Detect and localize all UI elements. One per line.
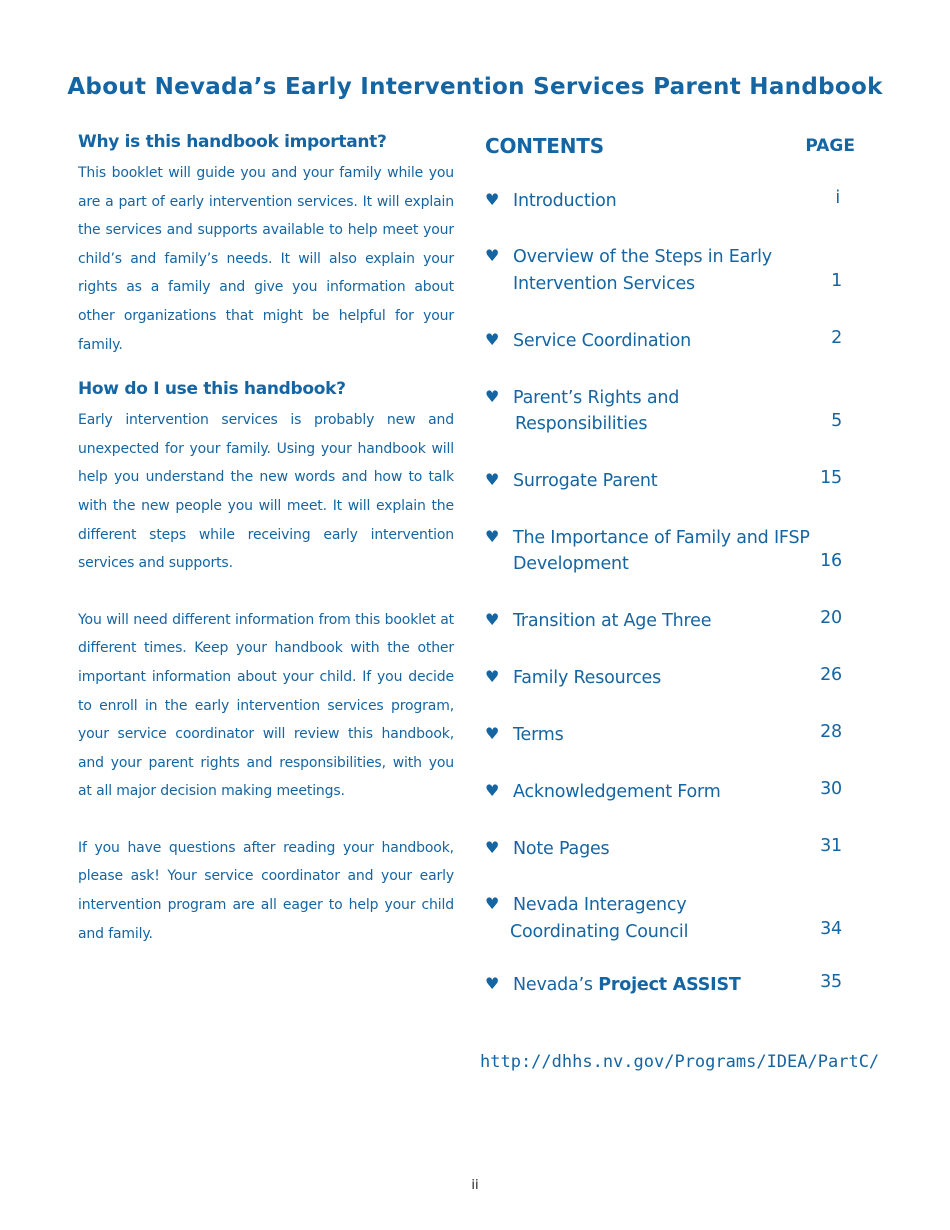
toc-page-number: 34 <box>820 919 842 939</box>
toc-label: Surrogate Parent <box>513 471 658 491</box>
heart-icon: ♥ <box>485 527 500 546</box>
toc-page-number: 35 <box>820 972 842 992</box>
toc-label: Family Resources <box>513 668 662 688</box>
toc-label: Terms <box>513 725 564 745</box>
toc-item-note-pages[interactable] <box>485 836 842 864</box>
intro-column <box>78 132 454 948</box>
heart-icon: ♥ <box>485 470 500 489</box>
heart-icon: ♥ <box>485 387 500 406</box>
toc-item-introduction[interactable] <box>485 188 842 216</box>
toc-item-acknowledgement[interactable] <box>485 779 842 807</box>
toc-label-cont: Intervention Services <box>513 274 695 294</box>
heart-icon: ♥ <box>485 246 500 265</box>
toc-item-overview[interactable] <box>485 244 842 300</box>
toc-page-number: 2 <box>831 328 842 348</box>
toc-page-number: 16 <box>820 551 842 571</box>
section-heading-usage: How do I use this handbook? <box>78 379 346 400</box>
toc-page-number: 30 <box>820 779 842 799</box>
toc-item-interagency-council[interactable] <box>485 892 842 948</box>
toc-item-project-assist[interactable] <box>485 972 842 1000</box>
toc-label: Acknowledgement Form <box>513 782 721 802</box>
toc-label: Parent’s Rights and <box>513 388 680 408</box>
heart-icon: ♥ <box>485 190 500 209</box>
toc-item-surrogate-parent[interactable] <box>485 468 842 496</box>
paragraph-usage: Early intervention services is probably new and unexpected for your family. Using your handbook will help you understand the new words and how to talk with the new people you will meet. It will explain the different steps while receiving early intervention services and supports. <box>78 412 454 572</box>
contents-title: CONTENTS <box>485 134 604 158</box>
heart-icon: ♥ <box>485 894 500 913</box>
paragraph-importance: This booklet will guide you and your family while you are a part of early intervention services. It will explain the services and supports available to help meet your child’s and family’s needs. It will also explain your rights as a family and give you information about other organizations that might be helpful for your family. <box>78 165 454 353</box>
toc-label-cont: Development <box>513 554 629 574</box>
toc-label: Transition at Age Three <box>513 611 712 631</box>
toc-page-number: 15 <box>820 468 842 488</box>
website-link[interactable]: http://dhhs.nv.gov/Programs/IDEA/PartC/ <box>480 1052 880 1072</box>
toc-label: Introduction <box>513 191 617 211</box>
section-heading-importance: Why is this handbook important? <box>78 132 387 152</box>
toc-page-number: 5 <box>831 411 842 431</box>
toc-item-family-ifsp[interactable] <box>485 525 842 581</box>
toc-page-number: 26 <box>820 665 842 685</box>
toc-label <box>513 972 741 999</box>
toc-label-cont: Responsibilities <box>515 414 648 434</box>
footer-page-number: ii <box>471 1178 479 1193</box>
toc-page-number: 28 <box>820 722 842 742</box>
heart-icon: ♥ <box>485 610 500 629</box>
contents-header <box>485 134 855 164</box>
toc-page-number: 1 <box>831 271 842 291</box>
heart-icon: ♥ <box>485 974 500 993</box>
heart-icon: ♥ <box>485 667 500 686</box>
heart-icon: ♥ <box>485 838 500 857</box>
toc-page-number: i <box>835 188 840 208</box>
toc-label: Nevada Interagency <box>513 895 687 915</box>
heart-icon: ♥ <box>485 330 500 349</box>
toc-label-cont: Coordinating Council <box>510 922 689 942</box>
toc-label-bold: Project ASSIST <box>598 975 741 995</box>
paragraph-info: You will need different information from this booklet at different times. Keep your handbook with the other important information about your child. If you decide to enroll in the early intervention services program, your service coordinator will review this handbook, and your parent rights and responsibilities, with you at all major decision making meetings. <box>78 611 454 800</box>
toc-item-service-coordination[interactable] <box>485 328 842 356</box>
toc-item-family-resources[interactable] <box>485 665 842 693</box>
toc-label: Overview of the Steps in Early <box>513 247 772 267</box>
heart-icon: ♥ <box>485 724 500 743</box>
page-title: About Nevada’s Early Intervention Services Parent Handbook <box>67 74 883 100</box>
toc-label: The Importance of Family and IFSP <box>513 528 810 548</box>
toc-item-transition[interactable] <box>485 608 842 636</box>
toc-label: Service Coordination <box>513 331 692 351</box>
paragraph-questions: If you have questions after reading your handbook, please ask! Your service coordinator and your early intervention program are all eager to help your child and family. <box>78 839 454 942</box>
toc-item-terms[interactable] <box>485 722 842 750</box>
toc-label-prefix: Nevada’s <box>513 975 599 995</box>
heart-icon: ♥ <box>485 781 500 800</box>
page-column-title: PAGE <box>805 136 855 156</box>
toc-item-parents-rights[interactable] <box>485 385 842 441</box>
toc-page-number: 31 <box>820 836 842 856</box>
toc-page-number: 20 <box>820 608 842 628</box>
toc-label: Note Pages <box>513 839 610 859</box>
